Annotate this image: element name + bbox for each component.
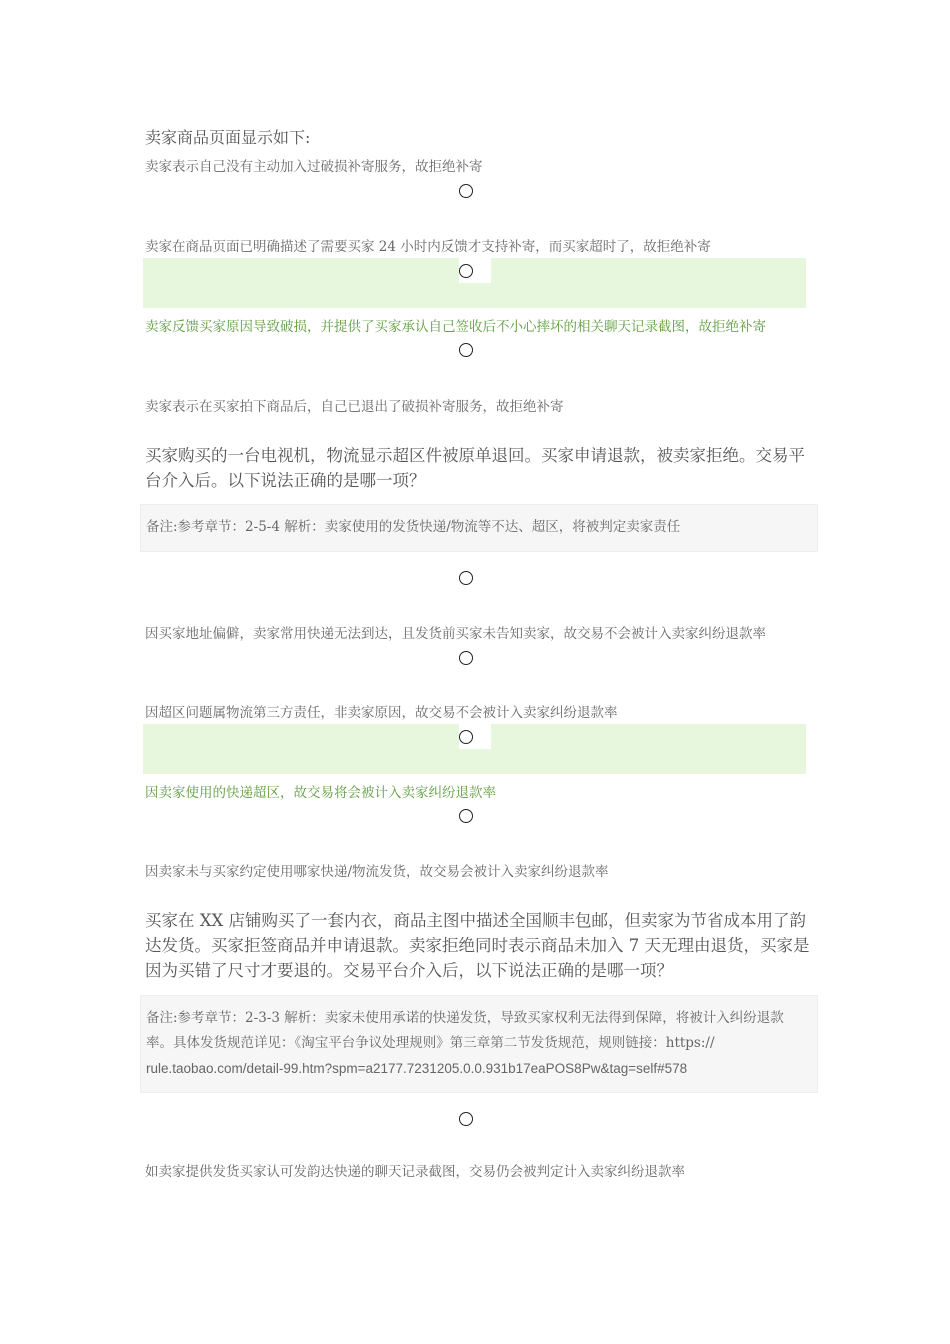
q1-option-1-label: 卖家表示自己没有主动加入过破损补寄服务，故拒绝补寄 (145, 159, 483, 175)
q1-option-3-radio[interactable] (459, 343, 473, 357)
q3-note-line-1: 备注:参考章节：2-3-3 解析：卖家未使用承诺的快递发货，导致买家权利无法得到保障，将被计入纠纷退款 (146, 1010, 784, 1026)
intro-text: 卖家商品页面显示如下: (145, 128, 311, 147)
q1-option-2-radio[interactable] (459, 264, 473, 278)
q2-option-4-radio[interactable] (459, 809, 473, 823)
q2-option-1-label: 因买家地址偏僻，卖家常用快递无法到达，且发货前买家未告知卖家，故交易不会被计入卖家纠纷退款率 (145, 626, 766, 642)
q1-option-1-radio[interactable] (459, 184, 473, 198)
q3-note-line-2: 率。具体发货规范详见：《淘宝平台争议处理规则》第三章第二节发货规范，规则链接：https:// (146, 1035, 715, 1051)
q3-option-1-radio[interactable] (459, 1112, 473, 1126)
q2-note-text: 备注:参考章节：2-5-4 解析：卖家使用的发货快递/物流等不达、超区，将被判定卖家责任 (146, 519, 681, 535)
q2-option-1-radio[interactable] (459, 571, 473, 585)
q2-option-3-radio[interactable] (459, 730, 473, 744)
q2-option-2-label: 因超区问题属物流第三方责任，非卖家原因，故交易不会被计入卖家纠纷退款率 (145, 705, 618, 721)
q2-option-4-label: 因卖家未与买家约定使用哪家快递/物流发货，故交易会被计入卖家纠纷退款率 (145, 864, 609, 880)
q1-option-3-label: 卖家反馈买家原因导致破损，并提供了买家承认自己签收后不小心摔坏的相关聊天记录截图，故拒绝补寄 (145, 319, 766, 335)
q1-option-4-label: 卖家表示在买家拍下商品后，自己已退出了破损补寄服务，故拒绝补寄 (145, 399, 564, 415)
q2-note-box (140, 504, 818, 552)
q1-option-2-label: 卖家在商品页面已明确描述了需要买家 24 小时内反馈才支持补寄，而买家超时了，故拒绝补寄 (145, 239, 711, 255)
q2-question-text: 买家购买的一台电视机，物流显示超区件被原单退回。买家申请退款，被卖家拒绝。交易平台介入后。以下说法正确的是哪一项？ (145, 446, 805, 490)
q2-option-2-radio[interactable] (459, 651, 473, 665)
q3-note-line-3: rule.taobao.com/detail-99.htm?spm=a2177.7231205.0.0.931b17eaPOS8Pw&tag=self#578 (146, 1061, 688, 1076)
q3-option-1-label: 如卖家提供发货买家认可发韵达快递的聊天记录截图，交易仍会被判定计入卖家纠纷退款率 (145, 1164, 685, 1180)
q3-question-text: 买家在 XX 店铺购买了一套内衣，商品主图中描述全国顺丰包邮，但卖家为节省成本用了韵达发货。买家拒签商品并申请退款。卖家拒绝同时表示商品未加入 7 天无理由退货，买家是因为买错了尺寸才要退的。交易平台介入后，以下说法正确的是哪一项？ (145, 911, 810, 980)
q3-note-box (140, 995, 818, 1093)
q2-option-3-label: 因卖家使用的快递超区，故交易将会被计入卖家纠纷退款率 (145, 785, 496, 801)
